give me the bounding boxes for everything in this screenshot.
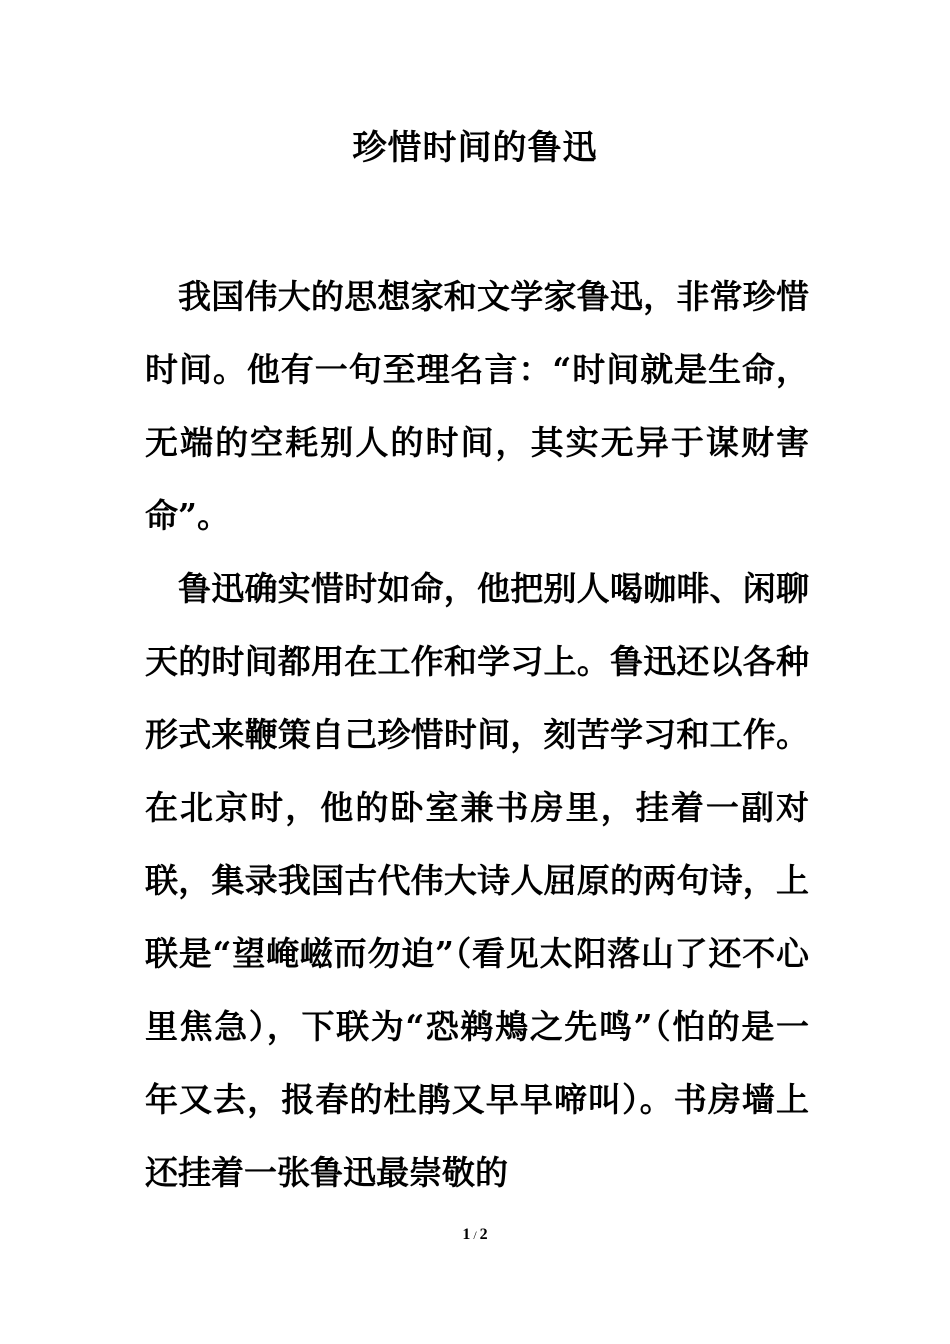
document-title: 珍惜时间的鲁迅	[352, 128, 598, 168]
page-current: 1	[462, 1226, 471, 1243]
document-body	[145, 260, 809, 1209]
page-number	[0, 1226, 950, 1244]
paragraph: 我国伟大的思想家和文学家鲁迅，非常珍惜时间。他有一句至理名言：“时间就是生命，无端的空耗别人的时间，其实无异于谋财害命”。	[145, 277, 809, 535]
page-total: 2	[479, 1226, 488, 1243]
page-separator: /	[473, 1228, 477, 1242]
paragraph: 鲁迅确实惜时如命，他把别人喝咖啡、闲聊天的时间都用在工作和学习上。鲁迅还以各种形式来鞭策自己珍惜时间，刻苦学习和工作。在北京时，他的卧室兼书房里，挂着一副对联，集录我国古代伟大诗人屈原的两句诗，上联是“望崦嵫而勿迫”（看见太阳落山了还不心里焦急），下联为“恐鹈鴂之先鸣”（怕的是一年又去，报春的杜鹃又早早啼叫）。书房墙上还挂着一张鲁迅最崇敬的	[145, 569, 809, 1192]
